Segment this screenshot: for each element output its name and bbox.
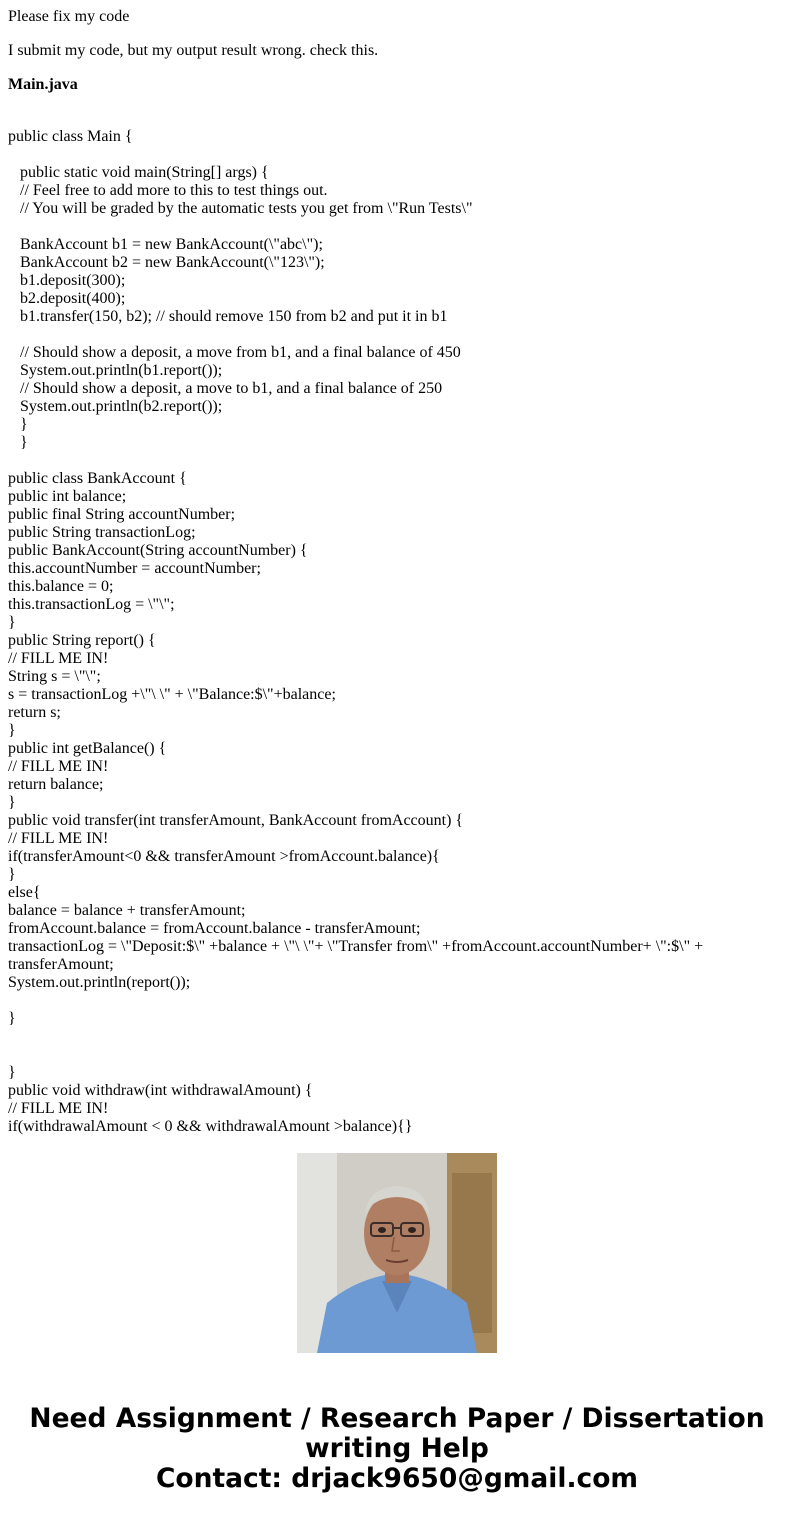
code-block — [8, 110, 786, 1135]
code-line — [8, 992, 786, 1010]
code-line: } — [8, 1010, 16, 1027]
code-line: BankAccount b2 = new BankAccount(\"123\"); — [8, 254, 325, 271]
post-title: Please fix my code — [8, 8, 130, 25]
code-line — [8, 146, 786, 164]
code-line: public void transfer(int transferAmount, BankAccount fromAccount) { — [8, 812, 464, 829]
code-line: this.accountNumber = accountNumber; — [8, 560, 261, 577]
code-line: // FILL ME IN! — [8, 1100, 109, 1117]
code-line: b2.deposit(400); — [8, 290, 126, 307]
code-line: // Feel free to add more to this to test things out. — [8, 182, 328, 199]
post-intro: I submit my code, but my output result wrong. check this. — [8, 42, 379, 59]
code-line: } — [8, 434, 28, 451]
code-line: fromAccount.balance = fromAccount.balance - transferAmount; — [8, 920, 421, 937]
code-line: } — [8, 614, 16, 631]
code-line: public void withdraw(int withdrawalAmount) { — [8, 1082, 313, 1099]
code-line: b1.transfer(150, b2); // should remove 150 from b2 and put it in b1 — [8, 308, 448, 325]
code-line: System.out.println(report()); — [8, 974, 191, 991]
code-line — [8, 110, 786, 128]
code-line: System.out.println(b1.report()); — [8, 362, 223, 379]
code-line: System.out.println(b2.report()); — [8, 398, 223, 415]
code-line: b1.deposit(300); — [8, 272, 126, 289]
code-line: } — [8, 1064, 16, 1081]
code-line: } — [8, 722, 16, 739]
code-line — [8, 326, 786, 344]
promo-banner — [0, 1404, 794, 1494]
code-line: } — [8, 794, 16, 811]
person-photo-icon — [297, 1153, 497, 1353]
code-line: if(transferAmount<0 && transferAmount >fromAccount.balance){ — [8, 848, 440, 865]
code-line: String s = \"\"; — [8, 668, 101, 685]
code-line: return balance; — [8, 776, 104, 793]
code-line: BankAccount b1 = new BankAccount(\"abc\"); — [8, 236, 323, 253]
code-line: balance = balance + transferAmount; — [8, 902, 246, 919]
code-line: this.balance = 0; — [8, 578, 114, 595]
code-line: if(withdrawalAmount < 0 && withdrawalAmount >balance){} — [8, 1118, 413, 1135]
code-line: public String report() { — [8, 632, 156, 649]
code-line: public BankAccount(String accountNumber) { — [8, 542, 308, 559]
code-line: public class Main { — [8, 128, 133, 145]
author-avatar — [297, 1153, 497, 1353]
code-line: transactionLog = \"Deposit:$\" +balance + \"\ \"+ \"Transfer from\" +fromAccount.accountNumber+ \":$\" + transferAmount; — [8, 938, 708, 973]
code-line: s = transactionLog +\"\ \" + \"Balance:$\"+balance; — [8, 686, 336, 703]
code-line: public class BankAccount { — [8, 470, 187, 487]
code-line: public static void main(String[] args) { — [8, 164, 269, 181]
promo-line-2: writing Help — [305, 1433, 489, 1464]
code-line: public int balance; — [8, 488, 127, 505]
promo-line-1: Need Assignment / Research Paper / Dissertation — [29, 1403, 765, 1434]
code-line: // FILL ME IN! — [8, 830, 109, 847]
code-line: // You will be graded by the automatic tests you get from \"Run Tests\" — [8, 200, 473, 217]
code-line — [8, 1046, 786, 1064]
promo-contact: Contact: drjack9650@gmail.com — [155, 1463, 639, 1494]
code-line: // FILL ME IN! — [8, 758, 109, 775]
code-line: } — [8, 866, 16, 883]
code-line: this.transactionLog = \"\"; — [8, 596, 175, 613]
code-line: public int getBalance() { — [8, 740, 167, 757]
file-name-heading: Main.java — [8, 76, 78, 93]
code-line: // FILL ME IN! — [8, 650, 109, 667]
code-line: // Should show a deposit, a move from b1, and a final balance of 450 — [8, 344, 461, 361]
code-line: public final String accountNumber; — [8, 506, 236, 523]
code-line: return s; — [8, 704, 61, 721]
code-line: else{ — [8, 884, 41, 901]
code-line — [8, 218, 786, 236]
code-line: // Should show a deposit, a move to b1, and a final balance of 250 — [8, 380, 443, 397]
code-line: public String transactionLog; — [8, 524, 196, 541]
post — [8, 8, 786, 110]
code-line — [8, 452, 786, 470]
code-line: } — [8, 416, 28, 433]
code-line — [8, 1028, 786, 1046]
